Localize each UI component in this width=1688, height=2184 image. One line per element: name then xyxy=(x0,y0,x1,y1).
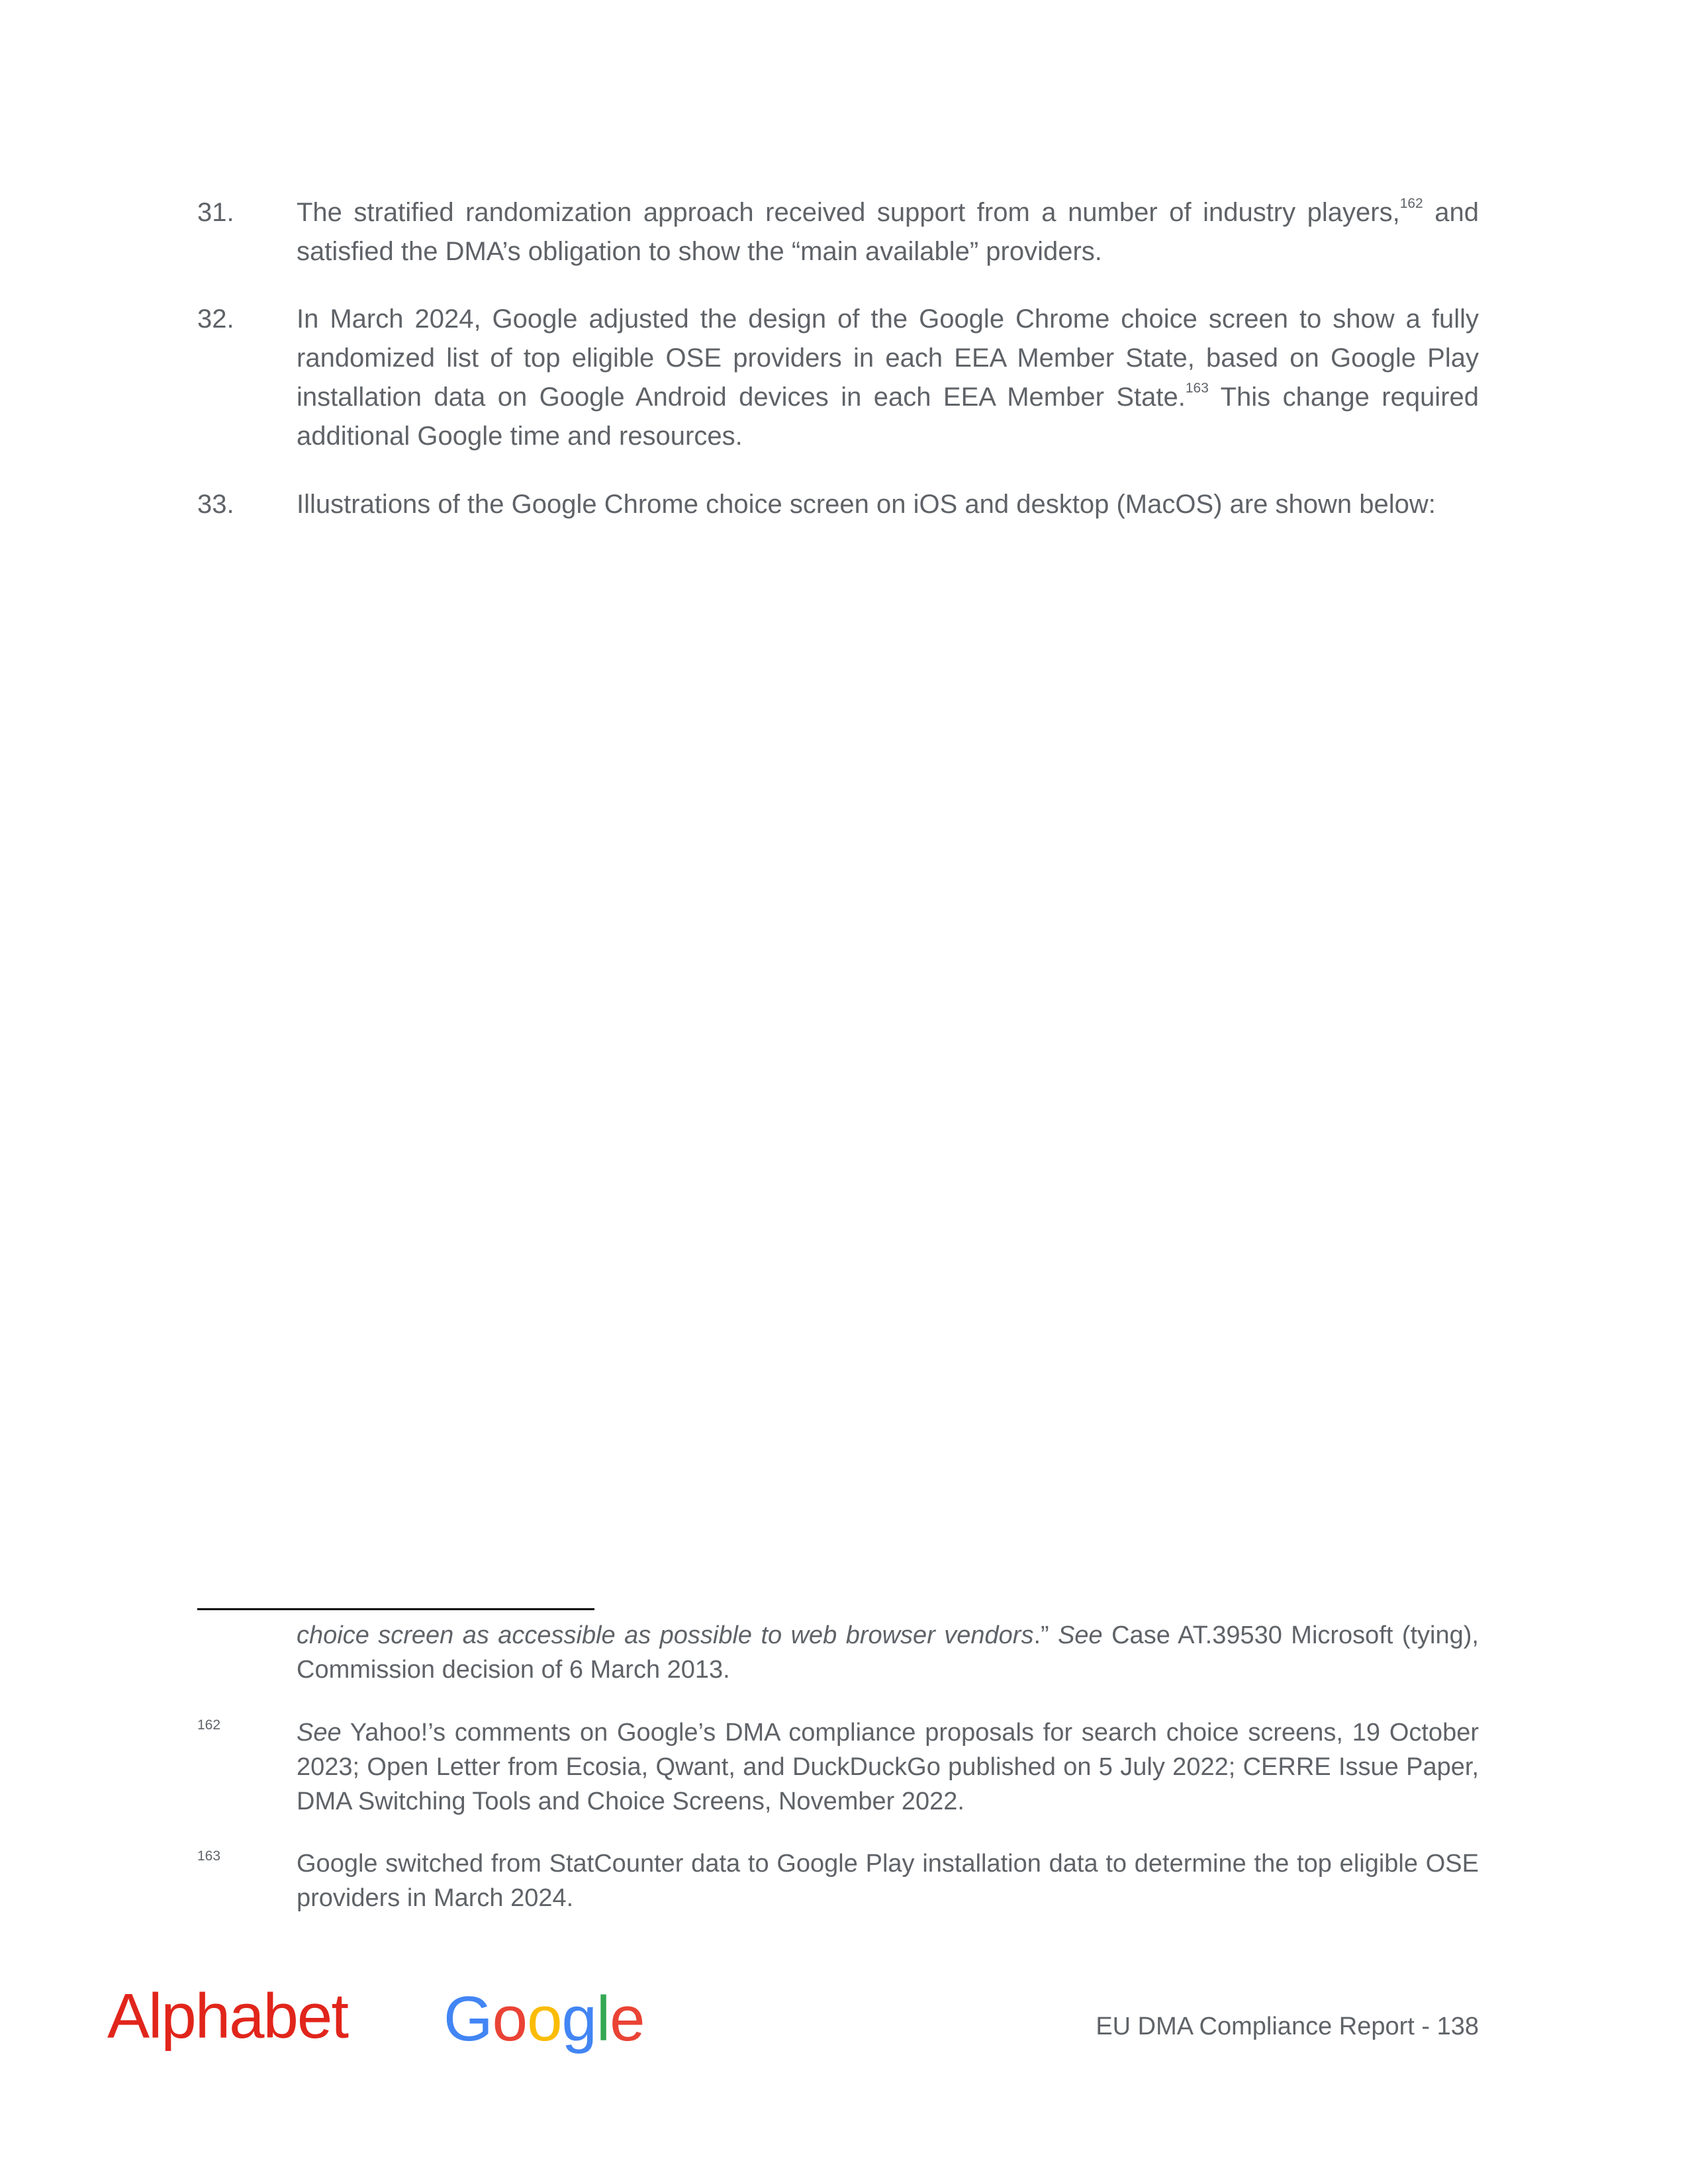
report-page-label: EU DMA Compliance Report - 138 xyxy=(1096,2013,1479,2040)
paragraph-number: 33. xyxy=(197,490,234,519)
footnote-number: 163 xyxy=(197,1848,221,1864)
paragraph-32 xyxy=(197,300,1479,456)
google-logo-letter: e xyxy=(610,1983,645,2054)
footnote-162: 162 See Yahoo!’s comments on Google’s DMA compliance proposals for search choice screens, 19 October 2023; Open Letter from Ecosia, Qwant, and DuckDuckGo published on 5 July 2022; CERRE Issue Paper, DMA Switching Tools and Choice Screens, November 2022. xyxy=(197,1717,1479,1815)
paragraph-31 xyxy=(197,193,1479,271)
paragraph-number: 32. xyxy=(197,304,234,334)
footnote-ref-162[interactable]: 162 xyxy=(1399,196,1423,211)
paragraph-33 xyxy=(197,485,1479,524)
footnote-ref-163[interactable]: 163 xyxy=(1185,381,1209,396)
footnote-number: 162 xyxy=(197,1717,221,1733)
paragraph-text: Illustrations of the Google Chrome choice screen on iOS and desktop (MacOS) are shown below: xyxy=(297,490,1436,519)
footnote-163: 163 Google switched from StatCounter data to Google Play installation data to determine the top eligible OSE providers in March 2024. xyxy=(197,1848,1479,1912)
footnote-continued: choice screen as accessible as possible to web browser vendors.” See Case AT.39530 Microsoft (tying), Commission decision of 6 March 2013. xyxy=(297,1621,1479,1684)
google-logo-letter: o xyxy=(527,1983,562,2054)
footnote-separator xyxy=(197,1608,594,1610)
paragraph-number: 31. xyxy=(197,198,234,227)
google-logo-letter: G xyxy=(444,1983,492,2054)
google-logo-letter: o xyxy=(492,1983,528,2054)
google-logo-letter: g xyxy=(561,1983,596,2054)
google-logo-letter: l xyxy=(596,1983,610,2054)
paragraph-text: The stratified randomization approach received support from a number of industry players,$^{162}$ and satisfied the DMA’s obligation to show the “main available” providers. xyxy=(297,196,1479,266)
paragraph-text: In March 2024, Google adjusted the design of the Google Chrome choice screen to show a fully randomized list of top eligible OSE providers in each EEA Member State, based on Google Play installation data on Google Android devices in each EEA Member State.$^{163}$ This change required additional Google time and resources. xyxy=(297,304,1479,451)
google-logo xyxy=(444,1983,645,2056)
alphabet-logo: Alphabet xyxy=(107,1981,348,2052)
